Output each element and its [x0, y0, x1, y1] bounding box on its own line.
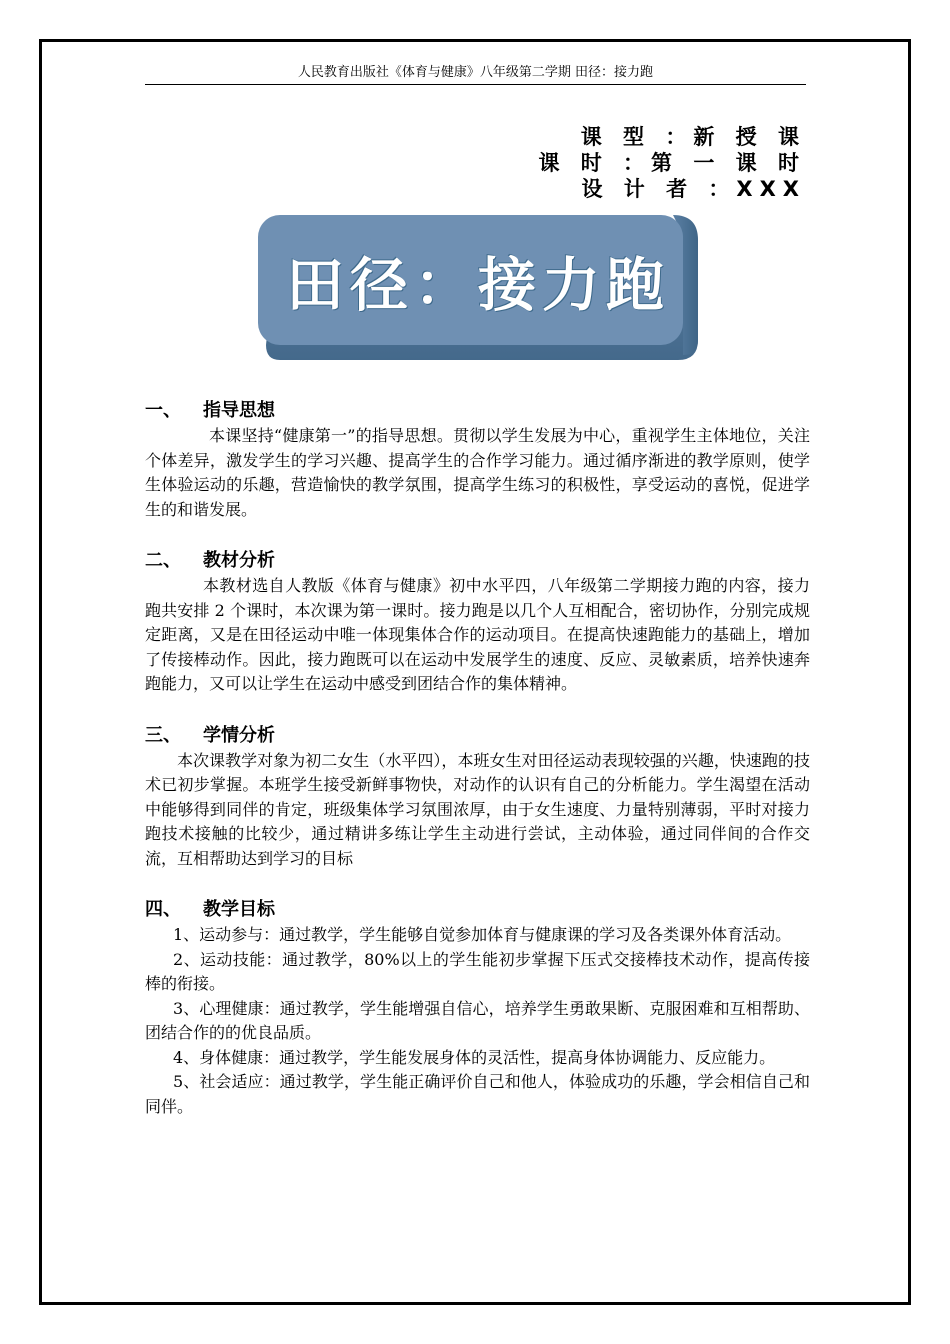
running-header: 人民教育出版社《体育与健康》八年级第二学期 田径：接力跑 — [145, 64, 806, 85]
section-title: 指导思想 — [203, 400, 275, 421]
section-material-analysis — [145, 548, 810, 697]
section-title: 学情分析 — [203, 724, 275, 746]
section-number: 四、 — [145, 899, 181, 920]
section-student-analysis — [145, 723, 810, 872]
lesson-meta — [538, 124, 806, 202]
lesson-title: 田径：接力跑 — [285, 251, 670, 319]
section-number: 三、 — [145, 724, 181, 746]
lesson-type: 课 型 ：新 授 课 — [580, 125, 806, 149]
section-heading — [145, 398, 810, 424]
section-title: 教材分析 — [203, 550, 275, 571]
section-heading — [145, 548, 810, 574]
goal-item: 3、心理健康：通过教学，学生能增强自信心，培养学生勇敢果断、克服困难和互相帮助、团结合作的的优良品质。 — [145, 998, 810, 1042]
paragraph: 本次课教学对象为初二女生（水平四），本班女生对田径运动表现较强的兴趣，快速跑的技术已初步掌握。本班学生接受新鲜事物快，对动作的认识有自己的分析能力。学生渴望在活动中能够得到同伴的肯定，班级集体学习氛围浓厚，由于女生速度、力量特别薄弱，平时对接力跑技术接触的比较少，通过精讲多练让学生主动进行尝试，主动体验，通过同伴间的合作交流，互相帮助达到学习的目标 — [145, 750, 810, 868]
section-heading — [145, 723, 810, 749]
paragraph: 本教材选自人教版《体育与健康》初中水平四，八年级第二学期接力跑的内容，接力跑共安排 2 个课时，本次课为第一课时。接力跑是以几个人互相配合，密切协作，分别完成规定距离，又是在田径运动中唯一体现集体合作的运动项目。在提高快速跑能力的基础上，增加了传接棒动作。因此，接力跑既可以在运动中发展学生的速度、反应、灵敏素质，培养快速奔跑能力，又可以让学生在运动中感受到团结合作的集体精神。 — [145, 576, 810, 693]
designer: 设 计 者 ：XXX — [581, 177, 806, 201]
paragraph: 本课坚持“健康第一”的指导思想。贯彻以学生发展为中心，重视学生主体地位，关注个体差异，激发学生的学习兴趣、提高学生的合作学习能力。通过循序渐进的教学原则，使学生体验运动的乐趣，营造愉快的教学氛围，提高学生练习的积极性，享受运动的喜悦，促进学生的和谐发展。 — [145, 426, 810, 519]
section-title: 教学目标 — [203, 899, 275, 920]
section-number: 一、 — [145, 400, 181, 421]
section-heading — [145, 897, 810, 923]
goal-item: 5、社会适应：通过教学，学生能正确评价自己和他人，体验成功的乐趣，学会相信自己和同伴。 — [145, 1072, 810, 1116]
lesson-period: 课 时 ：第 一 课 时 — [538, 151, 806, 175]
goal-item: 1、运动参与：通过教学，学生能够自觉参加体育与健康课的学习及各类课外体育活动。 — [173, 925, 792, 944]
title-banner — [258, 215, 698, 360]
section-guiding-thought — [145, 398, 810, 522]
goal-item: 4、身体健康：通过教学，学生能发展身体的灵活性，提高身体协调能力、反应能力。 — [173, 1047, 776, 1067]
section-teaching-goals — [145, 897, 810, 1119]
document-body — [145, 398, 810, 1145]
goal-item: 2、运动技能：通过教学，80%以上的学生能初步掌握下压式交接棒技术动作，提高传接棒的衔接。 — [145, 949, 810, 993]
section-number: 二、 — [145, 550, 181, 571]
